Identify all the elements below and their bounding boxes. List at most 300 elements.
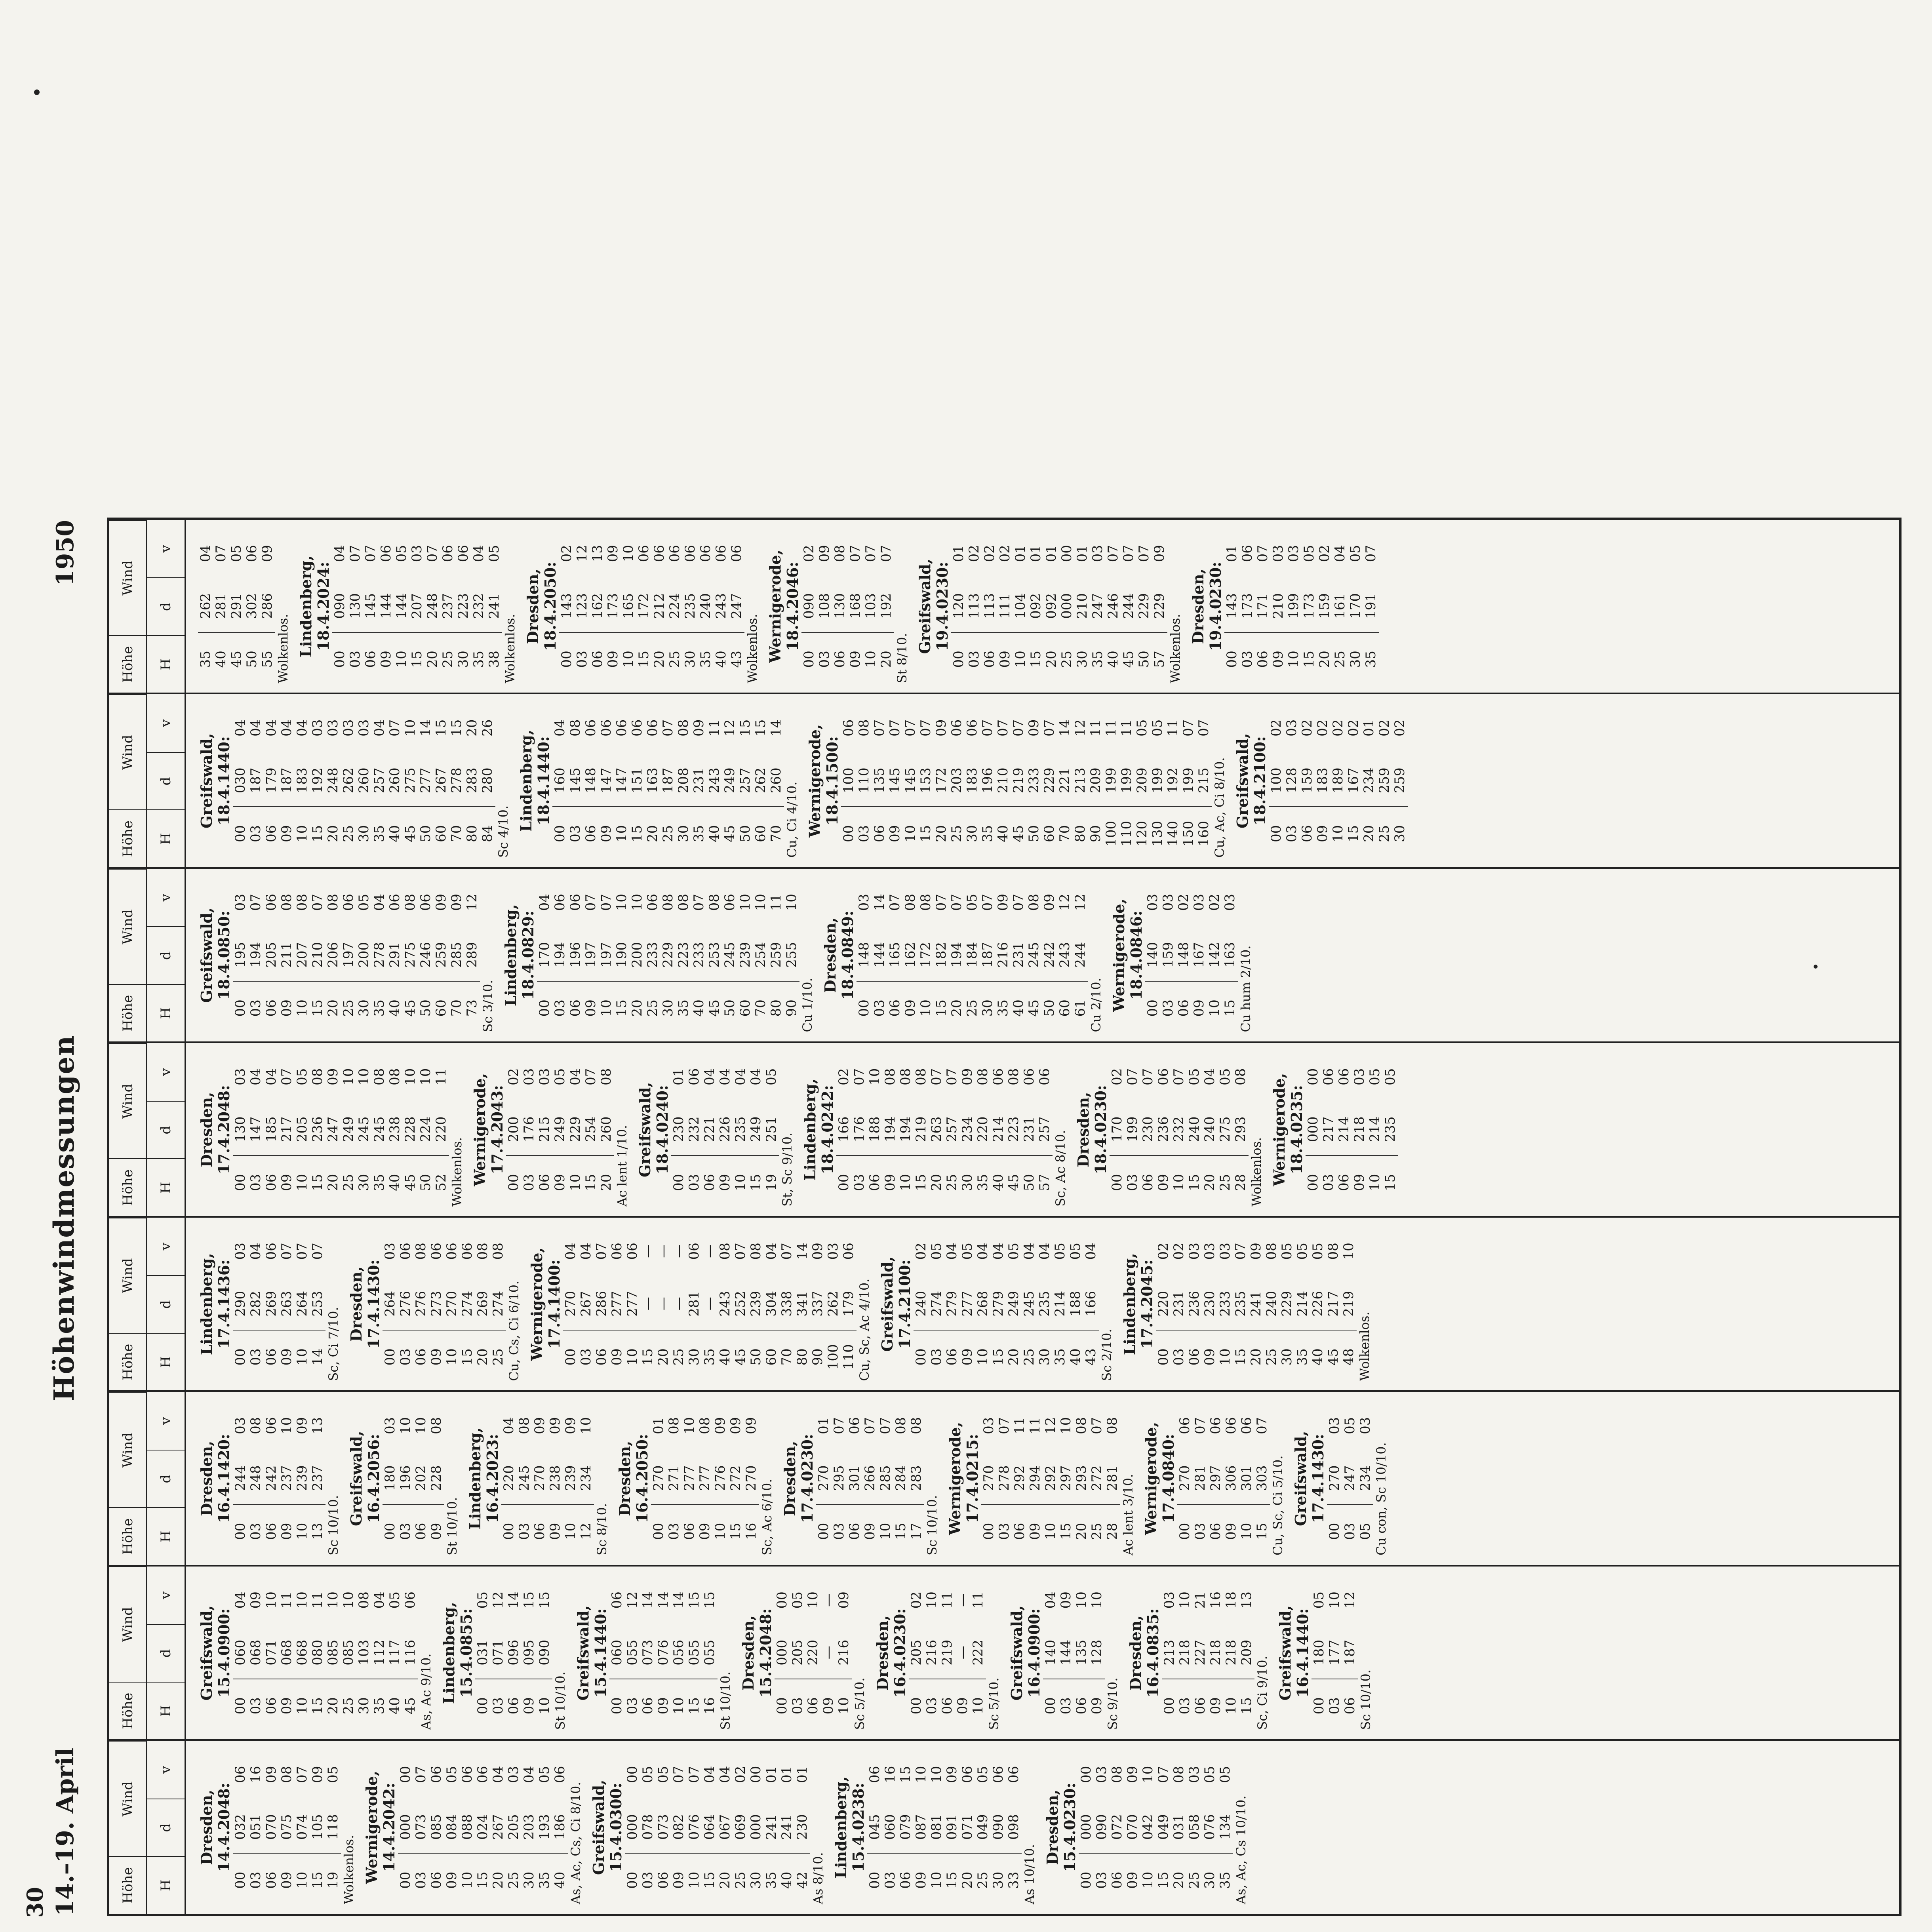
cell-speed: 09 <box>433 894 449 911</box>
table-row <box>872 702 887 860</box>
cell-height: 15 <box>1155 1871 1171 1889</box>
cell-speed: 08 <box>1109 1766 1125 1783</box>
table-row <box>429 1399 444 1558</box>
station-block <box>1121 1225 1372 1384</box>
table-row <box>810 1225 826 1384</box>
cell-direction: 274 <box>460 1278 475 1331</box>
cell-height: 15 <box>409 651 425 668</box>
cell-direction: 194 <box>898 1103 914 1156</box>
table-row <box>841 702 857 860</box>
cell-direction: 148 <box>1176 929 1192 982</box>
cell-direction: 301 <box>847 1452 862 1505</box>
table-row <box>1057 702 1073 860</box>
table-row <box>1152 527 1167 686</box>
cell-direction: 286 <box>594 1278 609 1331</box>
cell-height: 20 <box>645 825 660 842</box>
station-time: 16.4.1420: <box>215 1433 233 1523</box>
cell-height: 55 <box>259 651 275 668</box>
cell-speed: 05 <box>552 1068 568 1085</box>
table-row <box>491 1748 506 1907</box>
cell-height: 09 <box>887 825 903 842</box>
table-row <box>233 1399 248 1558</box>
cell-height: 35 <box>1217 1871 1233 1889</box>
cell-speed: 07 <box>583 894 599 911</box>
cell-direction: 233 <box>1218 1278 1233 1331</box>
cell-height: 09 <box>279 1523 295 1540</box>
table-row <box>965 876 980 1035</box>
cell-direction: 233 <box>645 929 660 982</box>
cell-direction: 262 <box>826 1278 841 1331</box>
table-row <box>733 1051 748 1209</box>
cell-direction: 208 <box>676 754 691 807</box>
cell-speed: 05 <box>1301 545 1317 562</box>
cell-height: 60 <box>753 825 769 842</box>
table-row <box>960 1225 975 1384</box>
cell-direction: 165 <box>621 580 636 633</box>
cell-speed: 04 <box>294 719 310 737</box>
table-row <box>909 1574 924 1732</box>
cell-speed: 03 <box>1351 1068 1367 1085</box>
cell-height: 00 <box>913 1348 929 1366</box>
table-row <box>264 876 279 1035</box>
table-row <box>714 527 729 686</box>
station-block <box>1008 1574 1121 1732</box>
cell-speed: 11 <box>706 719 722 737</box>
cell-speed: 04 <box>471 545 487 562</box>
cell-speed: 09 <box>263 1766 279 1783</box>
cell-speed: 06 <box>645 719 660 737</box>
cell-speed: 07 <box>1155 1766 1171 1783</box>
cell-direction: 200 <box>630 929 645 982</box>
cell-speed: 08 <box>676 719 691 737</box>
cell-direction: 199 <box>1181 754 1196 807</box>
cell-speed: 06 <box>867 1766 883 1783</box>
cell-speed: 01 <box>763 1766 779 1783</box>
cloud-note: Cu, Cs, Ci 6/10. <box>506 1280 522 1381</box>
cell-height: 15 <box>636 651 652 668</box>
cell-height: 15 <box>583 1174 599 1191</box>
cell-direction: 147 <box>599 754 614 807</box>
cell-height: 30 <box>356 999 372 1017</box>
table-row <box>341 876 356 1035</box>
cell-height: 00 <box>1327 1523 1342 1540</box>
cell-direction: 068 <box>295 1627 310 1680</box>
station-time: 17.4.1430: <box>365 1259 383 1349</box>
table-row <box>1284 702 1300 860</box>
table-row <box>997 527 1013 686</box>
table-row <box>1125 1051 1140 1209</box>
cell-speed: 04 <box>248 719 264 737</box>
cell-height: 13 <box>310 1523 325 1540</box>
cell-direction: 243 <box>1057 929 1073 982</box>
cell-direction: 229 <box>1136 580 1152 633</box>
header-d: d <box>147 1275 185 1333</box>
cell-direction: 235 <box>733 1103 748 1156</box>
cell-height: 03 <box>666 1523 682 1540</box>
header-hoehe: Höhe <box>109 1159 147 1216</box>
cell-height: 40 <box>387 1697 403 1715</box>
table-row <box>718 1225 733 1384</box>
cell-speed: 05 <box>1134 719 1150 737</box>
cell-speed: 14 <box>671 1591 687 1609</box>
cell-speed: 06 <box>1208 1417 1224 1434</box>
table-row <box>383 1225 398 1384</box>
table-row <box>1110 1748 1125 1907</box>
cell-speed: 15 <box>537 1591 552 1609</box>
cell-height: 16 <box>743 1523 759 1540</box>
cell-direction: 220 <box>434 1103 449 1156</box>
cell-direction: 228 <box>403 1103 418 1156</box>
cell-speed: 12 <box>1342 1591 1358 1609</box>
station-block <box>740 1574 868 1732</box>
cell-direction: 197 <box>341 929 356 982</box>
cell-direction: 235 <box>1037 1278 1053 1331</box>
cell-speed: 06 <box>1006 1766 1022 1783</box>
ink-dot <box>34 89 40 95</box>
cell-height: 06 <box>1255 651 1271 668</box>
cell-speed: 12 <box>574 545 590 562</box>
cell-speed: 10 <box>1177 1591 1193 1609</box>
cell-speed: 06 <box>964 719 980 737</box>
cell-height: 40 <box>691 999 707 1017</box>
cell-direction: 084 <box>444 1801 460 1854</box>
station-time: 18.4.0829: <box>519 910 537 1000</box>
cell-speed: 13 <box>310 1417 325 1434</box>
cell-height: 09 <box>428 1523 444 1540</box>
cell-speed: 08 <box>882 1068 898 1085</box>
table-row <box>1224 1574 1239 1732</box>
cell-speed: 03 <box>1286 545 1302 562</box>
cell-direction: 192 <box>310 754 325 807</box>
cell-direction: 295 <box>832 1452 847 1505</box>
cell-direction: 271 <box>666 1452 682 1505</box>
cell-speed: 06 <box>232 1766 248 1783</box>
cell-speed: 03 <box>1191 894 1207 911</box>
cell-direction: 073 <box>413 1801 429 1854</box>
table-row <box>233 876 248 1035</box>
table-row <box>841 1225 857 1384</box>
cell-speed: 06 <box>667 545 683 562</box>
station-block <box>198 1748 357 1907</box>
cell-direction: 232 <box>1171 1103 1187 1156</box>
cell-speed: 03 <box>382 1243 398 1260</box>
cell-speed: 01 <box>671 1068 687 1085</box>
station-block <box>1271 1051 1398 1209</box>
cell-direction: 240 <box>1202 1103 1218 1156</box>
cell-direction: 216 <box>836 1627 852 1680</box>
cell-height: 45 <box>722 825 738 842</box>
cell-height: 09 <box>1155 1174 1171 1191</box>
cell-speed: 05 <box>763 1068 779 1085</box>
cell-direction: 253 <box>707 929 722 982</box>
date-range: 14.–19. April <box>51 1747 79 1916</box>
cell-speed: 16 <box>1208 1591 1224 1609</box>
table-row <box>1011 702 1026 860</box>
station-block <box>198 876 496 1035</box>
cell-speed: 04 <box>702 1766 718 1783</box>
table-row <box>955 1574 971 1732</box>
cell-height: 09 <box>428 1348 444 1366</box>
cell-speed: 07 <box>347 545 363 562</box>
cell-direction: 220 <box>1156 1278 1171 1331</box>
header-v: v <box>158 894 174 902</box>
table-row <box>1383 1051 1398 1209</box>
table-row <box>1043 1399 1058 1558</box>
station-name: Wernigerode, <box>1142 1422 1160 1535</box>
cell-speed: 01 <box>1074 545 1090 562</box>
cell-height: 10 <box>598 999 614 1017</box>
station-block <box>198 527 291 686</box>
cell-direction: 278 <box>372 929 387 982</box>
cloud-note: As 10/10. <box>1022 1844 1037 1904</box>
cell-direction: 276 <box>398 1278 413 1331</box>
cell-height: 25 <box>490 1348 506 1366</box>
cell-speed: 05 <box>228 545 244 562</box>
table-row <box>403 702 418 860</box>
table-row <box>1358 1399 1373 1558</box>
cell-height: 10 <box>567 1174 583 1191</box>
cell-speed: 16 <box>248 1766 264 1783</box>
cell-direction: 219 <box>1011 754 1026 807</box>
table-row <box>295 876 310 1035</box>
cell-speed: 08 <box>598 1068 614 1085</box>
cell-direction: 147 <box>248 1103 264 1156</box>
cell-direction: 173 <box>605 580 621 633</box>
cell-direction: 103 <box>356 1627 372 1680</box>
cell-speed: 08 <box>413 1243 429 1260</box>
cell-height: 160 <box>1196 820 1212 847</box>
table-row <box>460 1225 475 1384</box>
cell-height: 35 <box>691 825 707 842</box>
cell-height: 20 <box>1006 1348 1022 1366</box>
cell-height: 15 <box>686 1697 702 1715</box>
table-row <box>1161 876 1176 1035</box>
cell-speed: 12 <box>1072 894 1088 911</box>
cell-speed: 08 <box>490 1243 506 1260</box>
cell-direction: 000 <box>1059 580 1075 633</box>
table-row <box>1165 702 1181 860</box>
cell-direction: 210 <box>1271 580 1286 633</box>
cell-direction: 270 <box>981 1452 997 1505</box>
cell-height: 25 <box>341 1174 356 1191</box>
cell-height: 25 <box>1264 1348 1279 1366</box>
cell-direction: 242 <box>264 1452 279 1505</box>
cell-direction: 064 <box>702 1801 718 1854</box>
cell-direction: 142 <box>1207 929 1222 982</box>
cell-direction: 144 <box>872 929 887 982</box>
cell-speed: 09 <box>1125 1766 1140 1783</box>
cell-height: 15 <box>1186 1174 1202 1191</box>
cell-height: 60 <box>1041 825 1057 842</box>
cell-height: 00 <box>1161 1697 1177 1715</box>
table-row <box>1074 1399 1089 1558</box>
cell-direction: 060 <box>883 1801 898 1854</box>
cell-height: 06 <box>506 1697 522 1715</box>
cloud-note: St 10/10. <box>553 1671 568 1730</box>
station-time: 17.4.2100: <box>896 1259 914 1349</box>
cell-direction: 275 <box>1218 1103 1233 1156</box>
cell-direction: 104 <box>1013 580 1028 633</box>
cell-height: 40 <box>713 651 729 668</box>
cell-speed: 05 <box>356 894 372 911</box>
cell-height: 03 <box>1177 1697 1193 1715</box>
cell-direction: 159 <box>1317 580 1332 633</box>
table-row <box>1187 1051 1202 1209</box>
station-block <box>1127 1574 1270 1732</box>
cell-speed: 03 <box>856 894 872 911</box>
cell-direction: 260 <box>769 754 784 807</box>
cell-direction: 278 <box>997 1452 1012 1505</box>
cell-speed: 14 <box>794 1243 810 1260</box>
cell-height: 25 <box>667 651 683 668</box>
table-row <box>1028 1399 1043 1558</box>
cloud-note: Sc 5/10. <box>986 1677 1001 1730</box>
cell-height: 09 <box>847 651 863 668</box>
cell-direction: 135 <box>1074 1627 1089 1680</box>
cell-direction: 183 <box>1315 754 1331 807</box>
table-row <box>563 1399 579 1558</box>
table-row <box>248 1399 264 1558</box>
cell-direction: 123 <box>575 580 590 633</box>
header-h: H <box>147 1682 185 1740</box>
table-row <box>537 876 552 1035</box>
table-row <box>1240 527 1255 686</box>
cell-height: 00 <box>816 1523 832 1540</box>
cell-height: 50 <box>418 999 434 1017</box>
cell-height: 35 <box>698 651 714 668</box>
header-wind: Wind <box>109 1741 147 1856</box>
station-time: 16.4.0835: <box>1144 1608 1162 1698</box>
table-row <box>883 1051 898 1209</box>
header-wind: Wind <box>109 869 147 984</box>
cell-height: 06 <box>805 1697 821 1715</box>
cell-height: 15 <box>614 999 630 1017</box>
cell-height: 60 <box>737 999 753 1017</box>
table-row <box>722 702 738 860</box>
table-row <box>667 527 683 686</box>
cell-speed: 07 <box>594 1243 609 1260</box>
cell-direction: 279 <box>991 1278 1006 1331</box>
cell-height: 00 <box>332 651 348 668</box>
cell-direction: 205 <box>909 1627 924 1680</box>
table-row <box>914 1225 929 1384</box>
cell-height: 09 <box>882 1174 898 1191</box>
cell-height: 10 <box>1286 651 1302 668</box>
cell-height: 40 <box>387 999 403 1017</box>
cell-direction: 275 <box>403 929 418 982</box>
cell-speed: 15 <box>521 1591 537 1609</box>
cell-speed: 07 <box>1171 1068 1187 1085</box>
cell-speed: 09 <box>248 1591 264 1609</box>
cell-speed: 18 <box>1223 1591 1239 1609</box>
cell-height: 40 <box>995 825 1011 842</box>
cell-direction: 247 <box>1342 1452 1358 1505</box>
cell-height: 20 <box>929 1174 944 1191</box>
cell-speed: 04 <box>1043 1591 1058 1609</box>
cell-height: 30 <box>356 1174 372 1191</box>
cell-speed: 04 <box>717 1068 733 1085</box>
table-row <box>1073 876 1088 1035</box>
cell-speed: 13 <box>1239 1591 1254 1609</box>
table-row <box>683 527 698 686</box>
table-row <box>522 1574 537 1732</box>
table-row <box>563 1225 579 1384</box>
cell-height: 00 <box>867 1871 883 1889</box>
cell-height: 00 <box>801 651 817 668</box>
cell-speed: — <box>955 1593 971 1607</box>
cell-direction: 219 <box>940 1627 955 1680</box>
cell-direction: 055 <box>625 1627 640 1680</box>
cell-direction: 293 <box>1074 1452 1089 1505</box>
cell-height: 20 <box>1202 1174 1218 1191</box>
cell-direction: 196 <box>568 929 583 982</box>
cell-height: 25 <box>975 1871 991 1889</box>
cell-direction: 081 <box>929 1801 944 1854</box>
cell-direction: 090 <box>1094 1801 1110 1854</box>
cell-direction: 248 <box>325 754 341 807</box>
station-name: Wernigerode, <box>766 550 784 663</box>
cell-speed: 06 <box>609 1243 625 1260</box>
table-row <box>434 876 449 1035</box>
table-row <box>279 876 295 1035</box>
cell-speed: 12 <box>1043 1417 1058 1434</box>
cell-speed: 03 <box>232 1068 248 1085</box>
table-row <box>429 1748 444 1907</box>
cell-direction: 260 <box>356 754 372 807</box>
table-row <box>795 1225 810 1384</box>
table-row <box>975 1051 991 1209</box>
table-row <box>387 1051 403 1209</box>
cell-direction: 130 <box>348 580 363 633</box>
cell-speed: — <box>671 1244 687 1258</box>
cell-direction: 255 <box>784 929 799 982</box>
cell-height: 42 <box>794 1871 810 1889</box>
station-block <box>1075 1051 1264 1209</box>
cell-direction: 071 <box>264 1627 279 1680</box>
cell-speed: 06 <box>614 719 630 737</box>
table-row <box>660 876 676 1035</box>
cell-height: 09 <box>598 825 614 842</box>
cell-direction: 170 <box>1110 1103 1125 1156</box>
page-number: 30 <box>22 1887 48 1918</box>
cell-direction: 056 <box>671 1627 687 1680</box>
cell-height: 00 <box>1177 1523 1193 1540</box>
cell-direction: 277 <box>960 1278 975 1331</box>
station-block <box>524 527 760 686</box>
cell-speed: 06 <box>428 1766 444 1783</box>
cell-height: 30 <box>959 1174 975 1191</box>
table-row <box>687 1051 702 1209</box>
cell-speed: 07 <box>980 719 996 737</box>
table-row <box>1057 876 1073 1035</box>
cell-speed: 15 <box>449 719 464 737</box>
cell-height: 15 <box>944 1871 960 1889</box>
cloud-note: Wolkenlos. <box>341 1835 356 1904</box>
cell-speed: 02 <box>1207 894 1222 911</box>
table-row <box>671 1225 687 1384</box>
cell-direction: 031 <box>1171 1801 1187 1854</box>
cell-direction: 113 <box>982 580 997 633</box>
cell-speed: 04 <box>521 1766 537 1783</box>
table-row <box>1377 702 1392 860</box>
cell-speed: 04 <box>944 1243 960 1260</box>
cell-height: 06 <box>1208 1523 1224 1540</box>
cell-height: 35 <box>980 825 996 842</box>
cell-height: 06 <box>583 825 599 842</box>
cell-direction: 143 <box>1224 580 1240 633</box>
table-row <box>356 702 372 860</box>
cell-speed: 06 <box>1239 545 1255 562</box>
